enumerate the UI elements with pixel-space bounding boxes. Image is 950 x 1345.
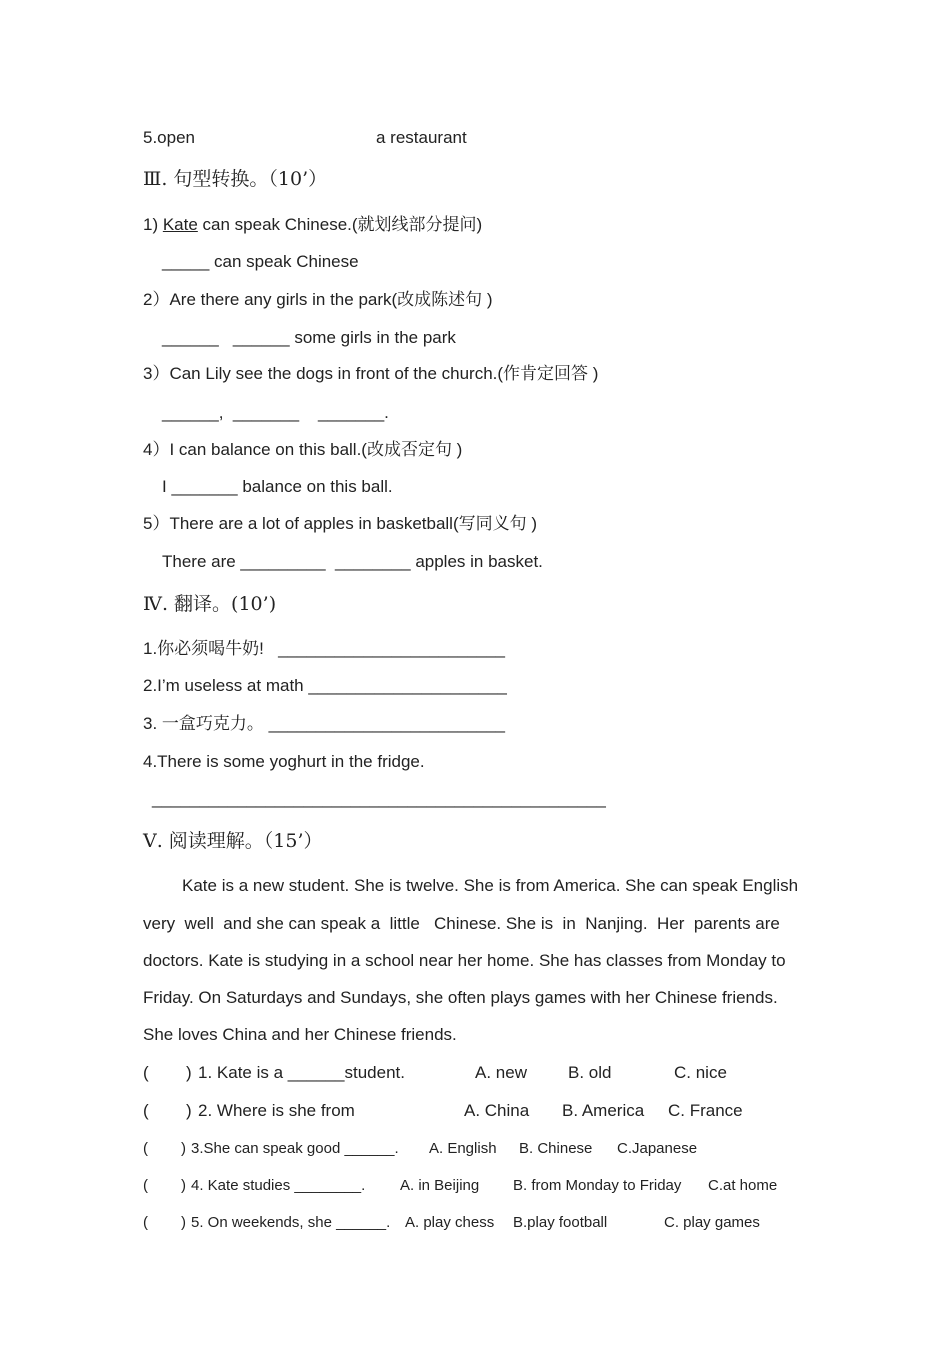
- q4-option-a: A. in Beijing: [400, 1177, 480, 1194]
- s3-q4: 4）I can balance on this ball.(改成否定句 ): [143, 440, 463, 459]
- s3-q4-answer: I _______ balance on this ball.: [162, 477, 393, 496]
- section5-heading: Ⅴ. 阅读理解。（15’）: [143, 830, 323, 852]
- q4-stem: 4. Kate studies ________.: [191, 1177, 366, 1194]
- q4-option-b: B. from Monday to Friday: [513, 1177, 682, 1194]
- s3-q1-rest: can speak Chinese.(就划线部分提问): [197, 215, 483, 234]
- s4-item-1: 1.你必须喝牛奶! ________________________: [143, 639, 505, 658]
- passage-line-1: Kate is a new student. She is twelve. She is from America. She can speak English: [182, 876, 799, 895]
- q5-bracket-open: (: [143, 1214, 148, 1231]
- q5-option-b: B.play football: [513, 1214, 608, 1231]
- q3-stem: 3.She can speak good ______.: [191, 1140, 399, 1157]
- s3-q2-answer: ______ ______ some girls in the park: [162, 328, 456, 347]
- match-left: 5.open: [143, 128, 195, 147]
- q2-bracket-close: ): [186, 1101, 192, 1120]
- q3-option-a: A. English: [429, 1140, 497, 1157]
- q2-option-b: B. America: [562, 1101, 645, 1120]
- passage-line-3: doctors. Kate is studying in a school near her home. She has classes from Monday to: [143, 951, 786, 970]
- s3-q5: 5）There are a lot of apples in basketball(写同义句 ): [143, 514, 538, 533]
- q2-option-a: A. China: [464, 1101, 530, 1120]
- q4-bracket-open: (: [143, 1177, 148, 1194]
- q3-option-c: C.Japanese: [617, 1140, 698, 1157]
- q3-bracket-close: ): [181, 1140, 186, 1157]
- q1-option-b: B. old: [568, 1063, 612, 1082]
- passage-line-2: very well and she can speak a little Chinese. She is in Nanjing. Her parents are: [143, 914, 780, 933]
- s3-q1-answer: _____ can speak Chinese: [162, 252, 359, 271]
- q5-option-a: A. play chess: [405, 1214, 495, 1231]
- section4-heading: Ⅳ. 翻译。(10’): [143, 593, 277, 615]
- passage-line-5: She loves China and her Chinese friends.: [143, 1025, 457, 1044]
- q5-option-c: C. play games: [664, 1214, 760, 1231]
- q1-option-a: A. new: [475, 1063, 527, 1082]
- q1-stem: 1. Kate is a ______student.: [198, 1063, 405, 1082]
- s4-answer-line: ________________________________________________: [152, 789, 606, 808]
- q2-stem: 2. Where is she from: [198, 1101, 355, 1120]
- section3-heading: Ⅲ. 句型转换。（10’）: [143, 168, 328, 190]
- q1-bracket-open: (: [143, 1063, 149, 1082]
- q3-bracket-open: (: [143, 1140, 148, 1157]
- q4-option-c: C.at home: [708, 1177, 778, 1194]
- s4-item-4: 4.There is some yoghurt in the fridge.: [143, 752, 425, 771]
- q4-bracket-close: ): [181, 1177, 186, 1194]
- passage-line-4: Friday. On Saturdays and Sundays, she often plays games with her Chinese friends.: [143, 988, 778, 1007]
- s4-item-3: 3. 一盒巧克力。 _________________________: [143, 714, 505, 733]
- match-right: a restaurant: [376, 128, 467, 147]
- s4-item-2: 2.I’m useless at math _____________________: [143, 676, 507, 695]
- q2-bracket-open: (: [143, 1101, 149, 1120]
- q3-option-b: B. Chinese: [519, 1140, 593, 1157]
- q2-option-c: C. France: [668, 1101, 743, 1120]
- q5-bracket-close: ): [181, 1214, 186, 1231]
- s3-q5-answer: There are _________ ________ apples in basket.: [162, 552, 543, 571]
- s3-q1: [143, 216, 482, 233]
- q5-stem: 5. On weekends, she ______.: [191, 1214, 391, 1231]
- s3-q3-answer: ______, _______ _______.: [162, 403, 389, 422]
- q1-bracket-close: ): [186, 1063, 192, 1082]
- q1-option-c: C. nice: [674, 1063, 727, 1082]
- s3-q1-num: 1): [143, 215, 163, 234]
- s3-q1-underlined: Kate: [162, 215, 198, 234]
- s3-q3: 3）Can Lily see the dogs in front of the church.(作肯定回答 ): [143, 364, 599, 383]
- s3-q2: 2）Are there any girls in the park(改成陈述句 ): [143, 290, 493, 309]
